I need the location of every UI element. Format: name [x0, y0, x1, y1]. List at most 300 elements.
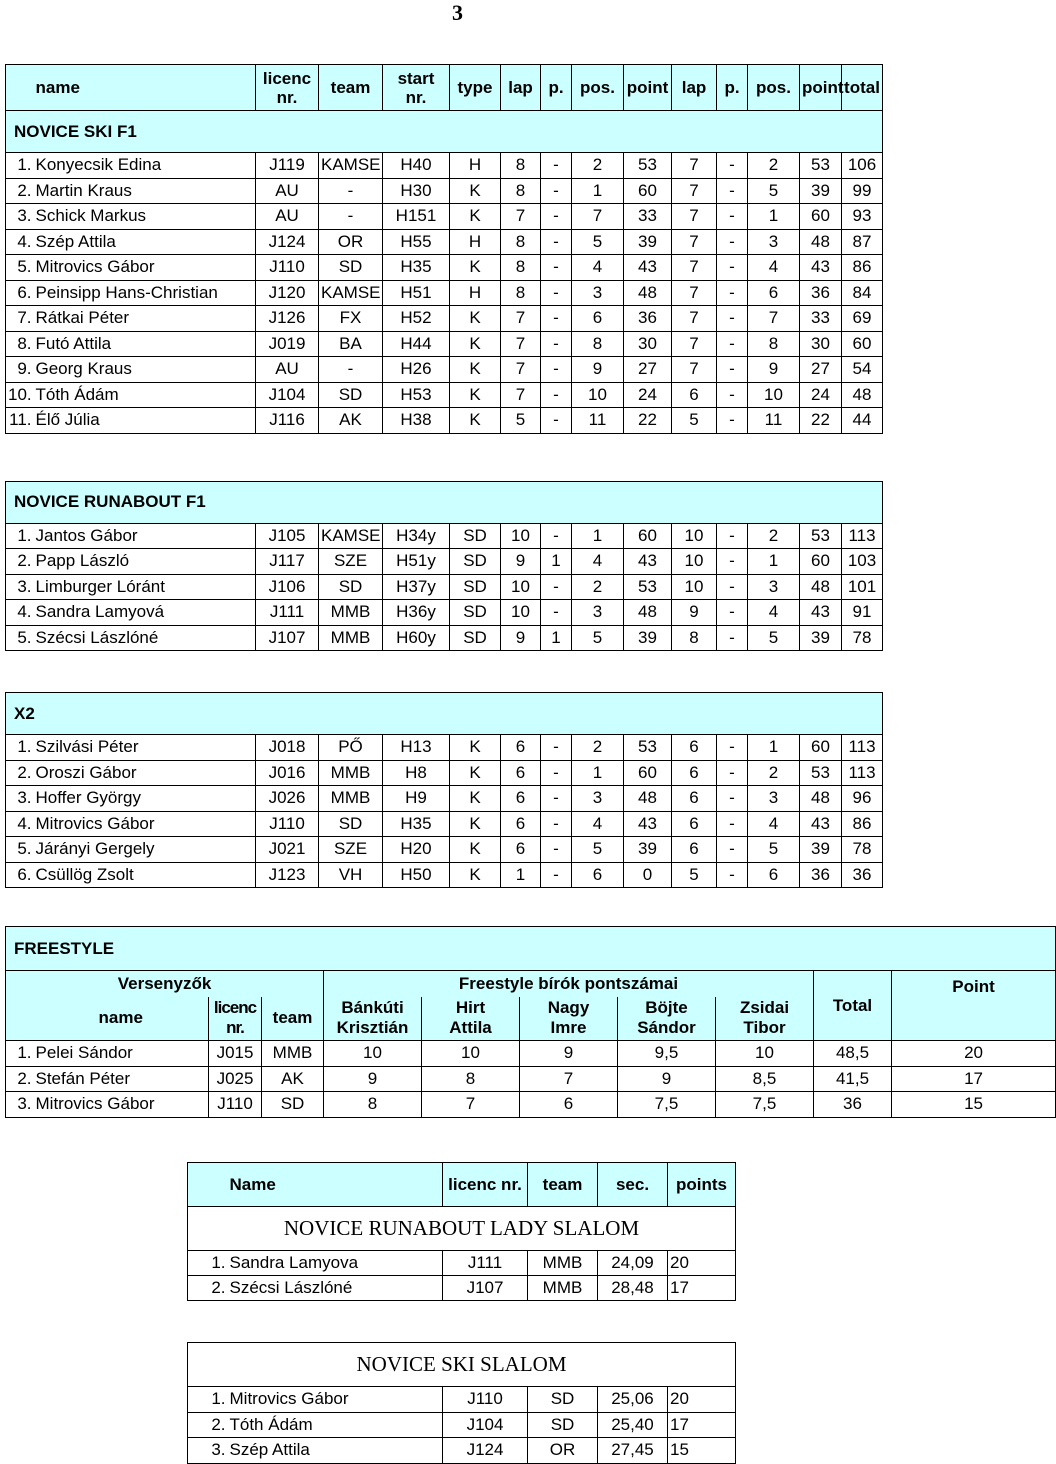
table-row	[6, 811, 883, 837]
cell-point1: 39	[624, 229, 672, 255]
cell-licenc: J126	[256, 306, 319, 332]
cell-licenc: J104	[443, 1412, 528, 1438]
cell-pos1: 2	[572, 153, 624, 179]
cell-pos1: 1	[572, 523, 624, 549]
cell-name: Papp László	[34, 549, 256, 575]
cell-pos1: 4	[572, 549, 624, 575]
cell-p1: -	[541, 408, 572, 434]
cell-pos2: 9	[748, 357, 800, 383]
cell-point1: 22	[624, 408, 672, 434]
cell-point1: 27	[624, 357, 672, 383]
cell-points: 17	[668, 1412, 736, 1438]
cell-rank: 2.	[6, 178, 34, 204]
cell-type: K	[450, 382, 501, 408]
cell-lap2: 10	[672, 549, 717, 575]
cell-rank: 3.	[6, 204, 34, 230]
cell-start: H36y	[383, 600, 450, 626]
cell-type: K	[450, 735, 501, 761]
cell-p2: -	[717, 178, 748, 204]
cell-pos1: 2	[572, 735, 624, 761]
cell-pos1: 10	[572, 382, 624, 408]
cell-point2: 53	[800, 523, 842, 549]
cell-type: K	[450, 786, 501, 812]
cell-rank: 3.	[6, 786, 34, 812]
cell-pos1: 1	[572, 760, 624, 786]
judge-4: Böjte Sándor	[618, 997, 716, 1041]
cell-pos1: 1	[572, 178, 624, 204]
cell-lap2: 7	[672, 357, 717, 383]
cell-pos1: 6	[572, 306, 624, 332]
cell-pos2: 5	[748, 178, 800, 204]
cell-rank: 5.	[6, 625, 34, 651]
cell-name: Martin Kraus	[34, 178, 256, 204]
cell-licenc: J117	[256, 549, 319, 575]
cell-name: Hoffer György	[34, 786, 256, 812]
cell-rank: 2.	[6, 549, 34, 575]
cell-licenc: J016	[256, 760, 319, 786]
cell-p2: -	[717, 382, 748, 408]
cell-rank: 1.	[6, 1041, 34, 1067]
cell-type: K	[450, 408, 501, 434]
cell-total: 103	[842, 549, 883, 575]
cell-rank: 3.	[188, 1438, 228, 1464]
cell-p1: -	[541, 735, 572, 761]
cell-sec: 25,40	[598, 1412, 668, 1438]
cell-start: H52	[383, 306, 450, 332]
cell-p2: -	[717, 760, 748, 786]
cell-p2: -	[717, 811, 748, 837]
cell-lap2: 6	[672, 786, 717, 812]
cell-sec: 24,09	[598, 1251, 668, 1276]
cell-start: H35	[383, 811, 450, 837]
cell-p1: -	[541, 811, 572, 837]
cell-start: H44	[383, 331, 450, 357]
cell-p1: -	[541, 600, 572, 626]
cell-lap2: 7	[672, 255, 717, 281]
cell-licenc: J107	[256, 625, 319, 651]
cell-rank: 9.	[6, 357, 34, 383]
cell-lap2: 6	[672, 811, 717, 837]
cell-point2: 22	[800, 408, 842, 434]
cell-p1: -	[541, 178, 572, 204]
cell-pos1: 3	[572, 786, 624, 812]
cell-lap2: 7	[672, 306, 717, 332]
cell-team: SD	[319, 255, 383, 281]
cell-lap1: 7	[501, 204, 541, 230]
cell-point2: 43	[800, 600, 842, 626]
cell-pos2: 11	[748, 408, 800, 434]
cell-type: K	[450, 306, 501, 332]
cell-start: H51y	[383, 549, 450, 575]
cell-rank: 4.	[6, 229, 34, 255]
table-row	[188, 1276, 736, 1301]
cell-start: H40	[383, 153, 450, 179]
cell-licenc: AU	[256, 178, 319, 204]
cell-lap2: 8	[672, 625, 717, 651]
cell-p2: -	[717, 229, 748, 255]
cell-rank: 10.	[6, 382, 34, 408]
cell-type: K	[450, 862, 501, 888]
cell-lap1: 7	[501, 306, 541, 332]
cell-p2: -	[717, 204, 748, 230]
cell-total: 113	[842, 523, 883, 549]
cell-name: Schick Markus	[34, 204, 256, 230]
table-row	[6, 255, 883, 281]
col-team: team	[319, 65, 383, 111]
cell-p2: -	[717, 255, 748, 281]
cell-point2: 48	[800, 574, 842, 600]
cell-start: H26	[383, 357, 450, 383]
cell-lap2: 7	[672, 153, 717, 179]
cell-lap2: 6	[672, 735, 717, 761]
table-row	[188, 1387, 736, 1413]
cell-point: 20	[892, 1041, 1056, 1067]
cell-point1: 48	[624, 280, 672, 306]
cell-team: SD	[528, 1412, 598, 1438]
cell-total: 91	[842, 600, 883, 626]
cell-judge5: 8,5	[716, 1066, 814, 1092]
cell-pos2: 4	[748, 811, 800, 837]
cell-pos2: 5	[748, 625, 800, 651]
cell-start: H51	[383, 280, 450, 306]
table-row	[6, 382, 883, 408]
cell-name: Szilvási Péter	[34, 735, 256, 761]
cell-pos1: 4	[572, 255, 624, 281]
cell-p1: -	[541, 523, 572, 549]
col-total: Total	[814, 971, 892, 1041]
cell-pos2: 10	[748, 382, 800, 408]
cell-name: Csüllög Zsolt	[34, 862, 256, 888]
cell-pos1: 9	[572, 357, 624, 383]
cell-start: H13	[383, 735, 450, 761]
cell-name: Limburger Lóránt	[34, 574, 256, 600]
col-points: points	[668, 1163, 736, 1207]
table-row	[6, 549, 883, 575]
section-title-freestyle: FREESTYLE	[6, 927, 1056, 971]
x2-rows	[6, 735, 883, 888]
cell-name: Szécsi Lászlóné	[34, 625, 256, 651]
cell-point2: 33	[800, 306, 842, 332]
cell-p2: -	[717, 331, 748, 357]
cell-start: H30	[383, 178, 450, 204]
col-licenc: licenc nr.	[443, 1163, 528, 1207]
cell-point1: 33	[624, 204, 672, 230]
cell-rank: 7.	[6, 306, 34, 332]
col-lap1: lap	[501, 65, 541, 111]
cell-lap1: 8	[501, 255, 541, 281]
col-type: type	[450, 65, 501, 111]
cell-p1: -	[541, 306, 572, 332]
cell-total: 106	[842, 153, 883, 179]
cell-judge5: 7,5	[716, 1092, 814, 1118]
cell-lap1: 6	[501, 811, 541, 837]
cell-team: KAMSE	[319, 280, 383, 306]
cell-judge1: 9	[324, 1066, 422, 1092]
cell-total: 86	[842, 811, 883, 837]
cell-lap1: 8	[501, 178, 541, 204]
cell-name: Peinsipp Hans-Christian	[34, 280, 256, 306]
cell-total: 54	[842, 357, 883, 383]
cell-start: H8	[383, 760, 450, 786]
cell-pos1: 6	[572, 862, 624, 888]
cell-team: MMB	[319, 786, 383, 812]
col-lap2: lap	[672, 65, 717, 111]
cell-p1: -	[541, 331, 572, 357]
cell-p2: -	[717, 862, 748, 888]
cell-type: H	[450, 229, 501, 255]
cell-licenc: J021	[256, 837, 319, 863]
cell-pos2: 6	[748, 280, 800, 306]
cell-team: SD	[319, 574, 383, 600]
table-row	[6, 600, 883, 626]
cell-point1: 53	[624, 574, 672, 600]
cell-team: SD	[528, 1387, 598, 1413]
cell-type: SD	[450, 625, 501, 651]
cell-rank: 11.	[6, 408, 34, 434]
cell-p2: -	[717, 549, 748, 575]
cell-name: Mitrovics Gábor	[34, 1092, 209, 1118]
table-row	[188, 1412, 736, 1438]
cell-lap2: 7	[672, 178, 717, 204]
cell-pos2: 7	[748, 306, 800, 332]
cell-lap1: 8	[501, 229, 541, 255]
cell-total: 87	[842, 229, 883, 255]
table-row	[6, 280, 883, 306]
cell-judge1: 10	[324, 1041, 422, 1067]
judge-2: Hirt Attila	[422, 997, 520, 1041]
cell-start: H9	[383, 786, 450, 812]
cell-lap1: 8	[501, 153, 541, 179]
section-title-novice-ski: NOVICE SKI F1	[6, 111, 883, 153]
cell-p1: 1	[541, 625, 572, 651]
cell-p1: -	[541, 786, 572, 812]
section-title-x2: X2	[6, 693, 883, 735]
cell-name: Rátkai Péter	[34, 306, 256, 332]
cell-rank: 6.	[6, 280, 34, 306]
table-row	[6, 153, 883, 179]
cell-total: 113	[842, 735, 883, 761]
freestyle-table	[5, 926, 1056, 1118]
cell-lap2: 7	[672, 229, 717, 255]
cell-point1: 60	[624, 178, 672, 204]
cell-start: H37y	[383, 574, 450, 600]
cell-licenc: J124	[443, 1438, 528, 1464]
cell-point: 15	[892, 1092, 1056, 1118]
col-point2: point	[800, 65, 842, 111]
table-row	[188, 1438, 736, 1464]
cell-p2: -	[717, 357, 748, 383]
section-title-novice-runabout: NOVICE RUNABOUT F1	[6, 481, 883, 523]
cell-team: KAMSE	[319, 153, 383, 179]
cell-pos1: 5	[572, 625, 624, 651]
cell-point1: 30	[624, 331, 672, 357]
cell-p2: -	[717, 280, 748, 306]
cell-rank: 2.	[6, 760, 34, 786]
table-row	[6, 574, 883, 600]
cell-points: 20	[668, 1251, 736, 1276]
cell-sec: 28,48	[598, 1276, 668, 1301]
novice-runabout-rows	[6, 523, 883, 651]
cell-licenc: J110	[256, 255, 319, 281]
cell-lap1: 6	[501, 760, 541, 786]
cell-licenc: AU	[256, 204, 319, 230]
cell-sec: 27,45	[598, 1438, 668, 1464]
cell-pos1: 5	[572, 837, 624, 863]
cell-lap2: 10	[672, 523, 717, 549]
cell-name: Tóth Ádám	[228, 1412, 443, 1438]
cell-p2: -	[717, 625, 748, 651]
col-point: Point	[892, 971, 1056, 1041]
cell-pos1: 4	[572, 811, 624, 837]
cell-licenc: J105	[256, 523, 319, 549]
cell-team: VH	[319, 862, 383, 888]
cell-total: 48	[842, 382, 883, 408]
cell-p2: -	[717, 408, 748, 434]
cell-rank: 1.	[6, 735, 34, 761]
cell-point1: 60	[624, 760, 672, 786]
cell-point1: 48	[624, 786, 672, 812]
cell-licenc: AU	[256, 357, 319, 383]
cell-licenc: J104	[256, 382, 319, 408]
cell-point2: 24	[800, 382, 842, 408]
cell-lap2: 7	[672, 280, 717, 306]
cell-licenc: J111	[256, 600, 319, 626]
cell-licenc: J120	[256, 280, 319, 306]
cell-judge2: 7	[422, 1092, 520, 1118]
cell-pos2: 2	[748, 760, 800, 786]
cell-start: H60y	[383, 625, 450, 651]
cell-total: 113	[842, 760, 883, 786]
ski-slalom-rows	[188, 1387, 736, 1464]
cell-pos1: 8	[572, 331, 624, 357]
col-p1: p.	[541, 65, 572, 111]
cell-p2: -	[717, 153, 748, 179]
cell-pos2: 2	[748, 523, 800, 549]
cell-team: SD	[319, 811, 383, 837]
cell-judge3: 6	[520, 1092, 618, 1118]
cell-lap1: 10	[501, 523, 541, 549]
cell-p1: -	[541, 382, 572, 408]
cell-name: Járányi Gergely	[34, 837, 256, 863]
cell-name: Szép Attila	[228, 1438, 443, 1464]
cell-total: 44	[842, 408, 883, 434]
table-row	[6, 1041, 1056, 1067]
cell-name: Mitrovics Gábor	[34, 255, 256, 281]
cell-total: 60	[842, 331, 883, 357]
cell-team: -	[319, 357, 383, 383]
cell-name: Élő Júlia	[34, 408, 256, 434]
cell-type: K	[450, 837, 501, 863]
table-row	[6, 408, 883, 434]
cell-total: 93	[842, 204, 883, 230]
section-title-ski-slalom: NOVICE SKI SLALOM	[188, 1343, 736, 1387]
cell-rank: 1.	[6, 153, 34, 179]
cell-licenc: J110	[256, 811, 319, 837]
cell-point2: 53	[800, 153, 842, 179]
cell-pos2: 1	[748, 204, 800, 230]
table-row	[6, 760, 883, 786]
cell-pos2: 4	[748, 255, 800, 281]
cell-team: MMB	[319, 600, 383, 626]
cell-point1: 36	[624, 306, 672, 332]
cell-point2: 43	[800, 255, 842, 281]
cell-type: K	[450, 811, 501, 837]
table-row	[6, 523, 883, 549]
table-row	[188, 1251, 736, 1276]
cell-team: SZE	[319, 837, 383, 863]
cell-p2: -	[717, 306, 748, 332]
col-pos1: pos.	[572, 65, 624, 111]
cell-point1: 43	[624, 255, 672, 281]
cell-type: SD	[450, 549, 501, 575]
cell-point2: 39	[800, 625, 842, 651]
cell-pos2: 5	[748, 837, 800, 863]
cell-point2: 60	[800, 549, 842, 575]
cell-pos2: 3	[748, 229, 800, 255]
cell-p1: -	[541, 229, 572, 255]
cell-team: MMB	[528, 1251, 598, 1276]
cell-points: 17	[668, 1276, 736, 1301]
cell-total: 48,5	[814, 1041, 892, 1067]
col-pos2: pos.	[748, 65, 800, 111]
cell-point1: 43	[624, 811, 672, 837]
cell-lap2: 7	[672, 204, 717, 230]
cell-team: MMB	[319, 760, 383, 786]
cell-lap2: 7	[672, 331, 717, 357]
cell-licenc: J106	[256, 574, 319, 600]
cell-team: SD	[262, 1092, 324, 1118]
cell-point2: 39	[800, 178, 842, 204]
cell-total: 41,5	[814, 1066, 892, 1092]
judge-5: Zsidai Tibor	[716, 997, 814, 1041]
cell-pos1: 2	[572, 574, 624, 600]
cell-rank: 3.	[6, 1092, 34, 1118]
cell-licenc: J025	[209, 1066, 262, 1092]
cell-total: 36	[814, 1092, 892, 1118]
cell-name: Georg Kraus	[34, 357, 256, 383]
cell-name: Pelei Sándor	[34, 1041, 209, 1067]
cell-total: 99	[842, 178, 883, 204]
section-title-lady-slalom: NOVICE RUNABOUT LADY SLALOM	[188, 1207, 736, 1251]
cell-point2: 48	[800, 786, 842, 812]
cell-lap2: 6	[672, 382, 717, 408]
cell-lap2: 9	[672, 600, 717, 626]
cell-type: SD	[450, 574, 501, 600]
cell-team: -	[319, 204, 383, 230]
cell-name: Stefán Péter	[34, 1066, 209, 1092]
cell-point2: 60	[800, 735, 842, 761]
cell-judge2: 8	[422, 1066, 520, 1092]
cell-team: MMB	[319, 625, 383, 651]
cell-pos2: 3	[748, 786, 800, 812]
cell-licenc: J110	[443, 1387, 528, 1413]
cell-point1: 39	[624, 625, 672, 651]
judge-3: Nagy Imre	[520, 997, 618, 1041]
cell-team: PŐ	[319, 735, 383, 761]
cell-pos2: 8	[748, 331, 800, 357]
cell-type: H	[450, 280, 501, 306]
cell-p1: -	[541, 280, 572, 306]
cell-point1: 0	[624, 862, 672, 888]
cell-judge2: 10	[422, 1041, 520, 1067]
cell-team: SZE	[319, 549, 383, 575]
cell-point1: 53	[624, 735, 672, 761]
cell-judge4: 9,5	[618, 1041, 716, 1067]
cell-rank: 2.	[6, 1066, 34, 1092]
cell-type: K	[450, 178, 501, 204]
ski-slalom-table	[187, 1342, 736, 1464]
cell-sec: 25,06	[598, 1387, 668, 1413]
